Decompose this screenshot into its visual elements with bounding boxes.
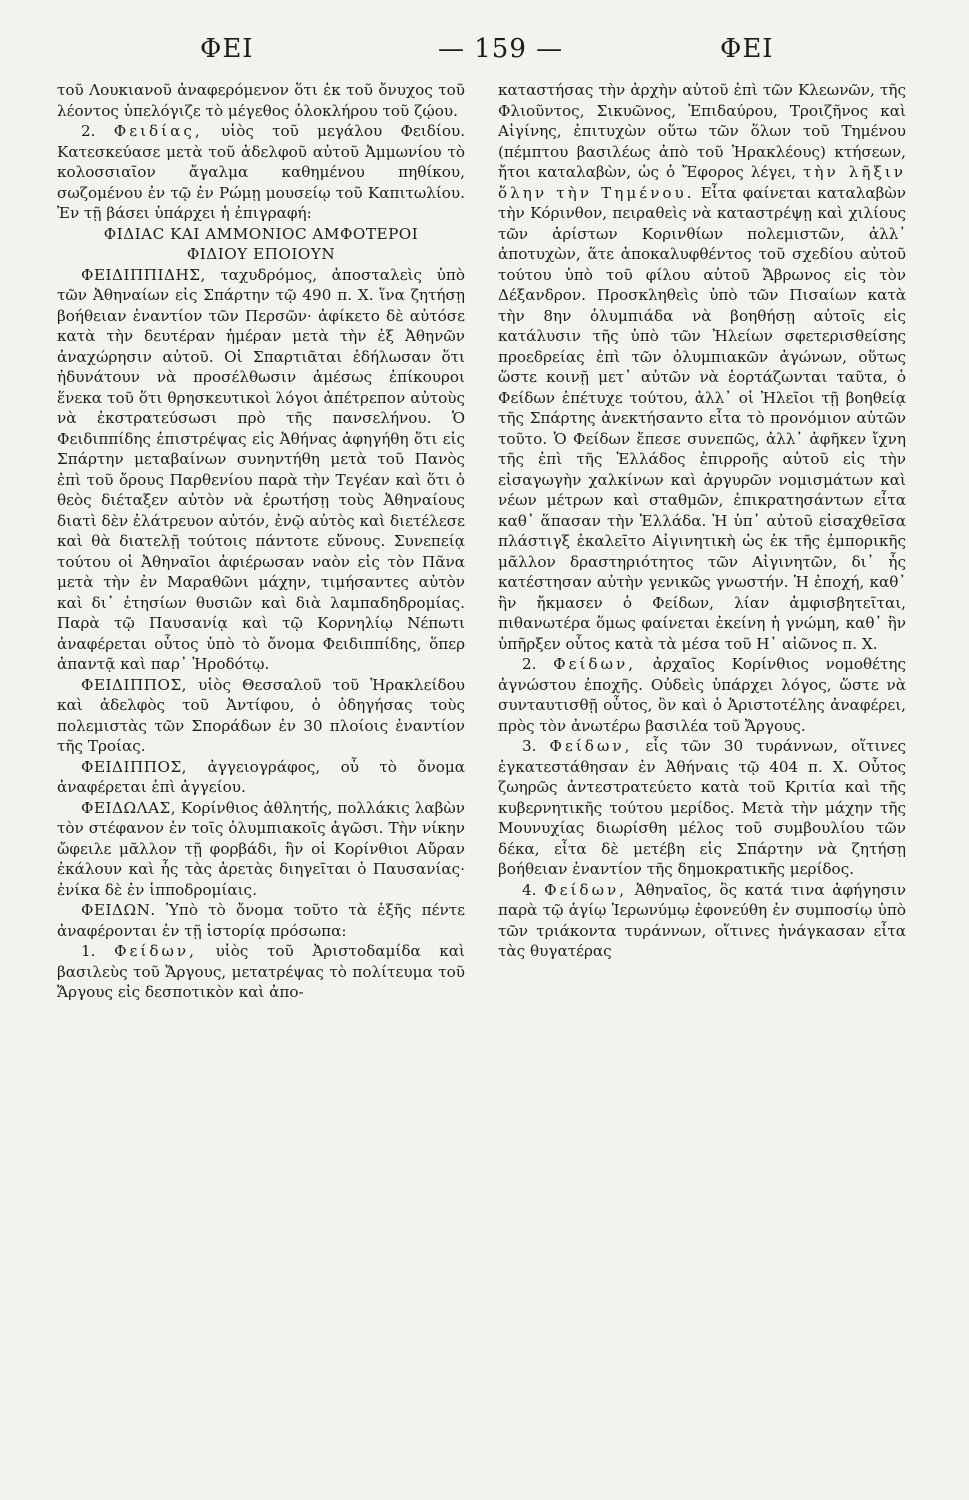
entry-name: Φείδων, — [553, 655, 637, 673]
entry-text: υἱὸς Θεσσαλοῦ τοῦ Ἡρακλείδου καὶ ἀδελφὸς τοῦ Ἀντίφου, ὁ ὁδηγήσας τοὺς πολεμιστὰς τῶν Σποράδων ἐν 30 πλοίοις ἐναντίον τῆς Τροίας. — [57, 675, 466, 755]
entry-text: ταχυδρόμος, ἀποσταλεὶς ὑπὸ τῶν Ἀθηναίων εἰς Σπάρτην τῷ 490 π. Χ. ἵνα ζητήσῃ βοήθειαν ἐναντίον τῶν Περσῶν· ἀφίκετο δὲ αὐτόσε κατὰ τὴν δευτέραν ἡμέραν μετὰ τὴν ἐξ Ἀθηνῶν ἀναχώρησιν αὐτοῦ. Οἱ Σπαρτιᾶται ἐδήλωσαν ὅτι ἠδυνάτουν νὰ προσέλθωσιν ἀμέσως ἐπίκουροι ἕνεκα τοῦ ὅτι θρησκευτικοὶ λόγοι ἀπέτρεπον αὐτοὺς νὰ ἐκστρατεύσωσι πρὸ τῆς πανσελήνου. Ὁ Φειδιππίδης ἐπιστρέψας εἰς Ἀθήνας ἀφηγήθη ὅτι εἰς Σπάρτην μεταβαίνων συνηντήθη μετὰ τοῦ Πανὸς ἐπὶ τοῦ ὄρους Παρθενίου παρὰ τὴν Τεγέαν καὶ ὅτι ὁ θεὸς διέταξεν αὐτὸν νὰ ἐρωτήσῃ τοὺς Ἀθηναίους διατὶ δὲν ἐλάτρευον αὐτόν, ἐνῷ αὐτὸς καὶ διετέλεσε καὶ θὰ διατελῇ τούτοις πάντοτε εὔνους. Συνεπείᾳ τούτου οἱ Ἀθηναῖοι ἀφιέρωσαν ναὸν εἰς τὸν Πᾶνα μετὰ τὴν ἐν Μαραθῶνι μάχην, τιμήσαντες αὐτὸν καὶ δι᾽ ἐτησίων θυσιῶν καὶ διὰ λαμπαδηδρομίας. Παρὰ τῷ Παυσανίᾳ καὶ τῷ Κορνηλίῳ Νέπωτι ἀναφέρεται οὗτος ὑπὸ τὸ ὄνομα Φειδιππίδης, ὅπερ ἀπαντᾷ καὶ παρ᾽ Ἡροδότῳ. — [57, 265, 465, 673]
entry-paragraph — [57, 900, 465, 941]
entry-name: Φειδίας, — [113, 122, 203, 140]
running-header — [40, 34, 940, 70]
page-number: — 159 — — [438, 34, 564, 64]
entry-paragraph — [57, 675, 465, 757]
entry-text: Κορίνθιος ἀθλητής, πολλάκις λαβὼν τὸν στέφανον ἐν τοῖς ὀλυμπιακοῖς ἀγῶσι. Τὴν νίκην ὤφειλε μᾶλλον τῇ φορβάδι, ἣν οἱ Κορίνθιοι Αὔραν ἐκάλουν καὶ ἧς τὰς ἀρετὰς διηγεῖται ὁ Παυσανίας· ἐνίκα δὲ ἐν ἱπποδρομίαις. — [57, 798, 466, 899]
entry-name: Φείδων, — [549, 737, 633, 755]
entry-number: 3. — [522, 737, 537, 755]
inscription-line: ΦΙΔΙΟΥ ΕΠΟΙΟΥΝ — [186, 245, 336, 263]
entry-text: Ὑπὸ τὸ ὄνομα τοῦτο τὰ ἑξῆς πέντε ἀναφέρονται ἐν τῇ ἱστορίᾳ πρόσωπα: — [57, 901, 465, 940]
paragraph-text: καταστήσας τὴν ἀρχὴν αὐτοῦ ἐπὶ τῶν Κλεωνῶν, τῆς Φλιοῦντος, Σικυῶνος, Ἐπιδαύρου, Τροιζῆνος καὶ Αἰγίνης, ἐπιτυχὼν οὕτω τῶν ὅλων τοῦ Τημένου (πέμπτου βασιλέως ἀπὸ τοῦ Ἡρακλέους) κτήσεων, ἤτοι καταλαβὼν, ὡς ὁ Ἔφορος λέγει, — [498, 81, 906, 181]
entry-headword: ΦΕΙΔΙΠΠΟΣ, — [81, 675, 188, 694]
entry-paragraph — [498, 880, 906, 962]
header-left-word: ΦΕΙ — [200, 34, 254, 64]
entry-text: ἀγγειογράφος, οὗ τὸ ὄνομα ἀναφέρεται ἐπὶ ἀγγείου. — [57, 757, 465, 796]
entry-headword: ΦΕΙΔΩΝ. — [81, 901, 156, 919]
entry-name: Φείδων, — [544, 880, 628, 899]
entry-paragraph — [57, 121, 465, 224]
entry-number: 2. — [81, 122, 96, 140]
entry-headword: ΦΕΙΔΩΛΑΣ, — [81, 798, 177, 817]
entry-headword: ΦΕΙΔΙΠΠΟΣ, — [81, 757, 188, 776]
entry-name: Φείδων, — [114, 942, 197, 960]
paragraph — [498, 80, 906, 654]
entry-paragraph — [498, 654, 906, 736]
header-right-word: ΦΕΙ — [720, 34, 774, 64]
paragraph-text: Εἶτα φαίνεται καταλαβὼν τὴν Κόρινθον, πειραθεὶς νὰ καταστρέψῃ καὶ χιλίους τῶν ἀρίστων Κορινθίων πολεμιστῶν, ἀλλ᾽ ἀποτυχὼν, ἅτε ἀποκαλυφθέντος τοῦ σχεδίου αὐτοῦ τούτου ὑπὸ τοῦ φίλου αὐτοῦ Ἄβρωνος εἰς τὸν Δέξανδρον. Προσκληθεὶς ὑπὸ τῶν Πισαίων κατὰ τὴν 8ην ὀλυμπιάδα νὰ βοηθήσῃ αὐτοῖς εἰς κατάλυσιν τῆς ὑπὸ τῶν Ἠλείων σφετερισθείσης προεδρείας ἐπὶ τῶν ὀλυμπιακῶν ἀγώνων, οὕτως ὥστε κοινῇ μετ᾽ αὐτῶν νὰ ἑορτάζωνται ταῦτα, ὁ Φείδων ἐπέτυχε τούτου, ἀλλ᾽ οἱ Ἠλεῖοι τῇ βοηθείᾳ τῆς Σπάρτης ἀνεκτήσαντο εἶτα τὸ προνόμιον αὐτῶν τοῦτο. Ὁ Φείδων ἔπεσε συνεπῶς, ἀλλ᾽ ἀφῆκεν ἴχνη τῆς ἐπὶ τῆς Ἑλλάδος ἐπιρροῆς αὐτοῦ εἰς τὴν εἰσαγωγὴν χαλκίνων καὶ ἀργυρῶν νομισμάτων καὶ νέων μέτρων καὶ σταθμῶν, ἐπικρατησάντων εἶτα καθ᾽ ἅπασαν τὴν Ἑλλάδα. Ἡ ὑπ᾽ αὐτοῦ εἰσαχθεῖσα πλάστιγξ ἐκαλεῖτο Αἰγινητικὴ ὡς ἐκ τῆς ἐμπορικῆς μᾶλλον δραστηριότητος τῶν Αἰγινητῶν, δι᾽ ἧς κατέστησαν αὐτὴν γενικῶς γνωστήν. Ἡ ἐποχή, καθ᾽ ἣν ἤκμασεν ὁ Φείδων, λίαν ἀμφισβητεῖται, πιθανωτέρα ὅμως φαίνεται ἐκείνη ἡ γνώμη, καθ᾽ ἣν ὑπῆρξεν οὗτος κατὰ τὰ μέσα τοῦ Η᾽ αἰῶνος π. Χ. — [498, 183, 906, 653]
entry-number: 4. — [522, 880, 537, 899]
entry-text: Ἀθηναῖος, ὃς κατά τινα ἀφήγησιν παρὰ τῷ ἁγίῳ Ἱερωνύμῳ ἐφονεύθη ἐν συμποσίῳ ὑπὸ τῶν τριάκοντα τυράννων, οἵτινες ἠνάγκασαν εἶτα τὰς θυγατέρας — [498, 880, 907, 960]
entry-headword: ΦΕΙΔΙΠΠΙΔΗΣ, — [81, 265, 206, 284]
entry-text: υἱὸς τοῦ μεγάλου Φειδίου. Κατεσκεύασε μετὰ τοῦ ἀδελφοῦ αὐτοῦ Ἀμμωνίου τὸ κολοσσιαῖον ἄγαλμα καθημένου πηθίκου, σωζομένου ἐν τῷ ἐν Ρώμῃ μουσείῳ τοῦ Καπιτωλίου. Ἐν τῇ βάσει ὑπάρχει ἡ ἐπιγραφή: — [57, 122, 466, 222]
entry-paragraph — [57, 757, 465, 798]
spaced-quote: τὴν λῆξιν ὅλην τὴν Τημένου. — [498, 163, 907, 202]
right-column — [498, 80, 906, 962]
entry-paragraph — [57, 265, 465, 675]
paragraph: τοῦ Λουκιανοῦ ἀναφερόμενον ὅτι ἐκ τοῦ ὄνυχος τοῦ λέοντος ὑπελόγιζε τὸ μέγεθος ὁλοκλήρου τοῦ ζῴου. — [57, 81, 465, 120]
entry-paragraph — [498, 736, 906, 880]
entry-text: υἱὸς τοῦ Ἀριστοδαμίδα καὶ βασιλεὺς τοῦ Ἄργους, μετατρέψας τὸ πολίτευμα τοῦ Ἄργους εἰς δεσποτικὸν καὶ ἀπο- — [57, 942, 466, 1001]
entry-paragraph — [57, 798, 465, 901]
entry-text: ἀρχαῖος Κορίνθιος νομοθέτης ἀγνώστου ἐποχῆς. Οὐδεὶς ὑπάρχει λόγος, ὥστε νὰ συνταυτισθῇ οὗτος, ὃν καὶ ὁ Ἀριστοτέλης ἀναφέρει, πρὸς τὸν ἀνωτέρω βασιλέα τοῦ Ἄργους. — [498, 655, 907, 735]
left-column — [57, 80, 465, 1003]
entry-number: 1. — [81, 942, 96, 960]
entry-text: εἷς τῶν 30 τυράννων, οἵτινες ἐγκατεστάθησαν ἐν Ἀθήναις τῷ 404 π. Χ. Οὗτος ζωηρῶς ἀντεστρατεύετο κατὰ τοῦ Κριτία καὶ τῆς κυβερνητικῆς τούτου μερίδος. Μετὰ τὴν μάχην τῆς Μουνυχίας διωρίσθη μέλος τοῦ συμβουλίου τῶν δέκα, εἶτα δὲ μετέβη εἰς Σπάρτην νὰ ζητήσῃ βοήθειαν ἐναντίον τῆς δημοκρατικῆς μερίδος. — [498, 737, 907, 878]
inscription-line: ΦΙΔΙΑC ΚΑΙ ΑΜΜΟΝΙΟC ΑΜΦΟΤΕΡΟΙ — [103, 224, 419, 243]
entry-number: 2. — [522, 655, 537, 673]
entry-paragraph — [57, 941, 465, 1003]
